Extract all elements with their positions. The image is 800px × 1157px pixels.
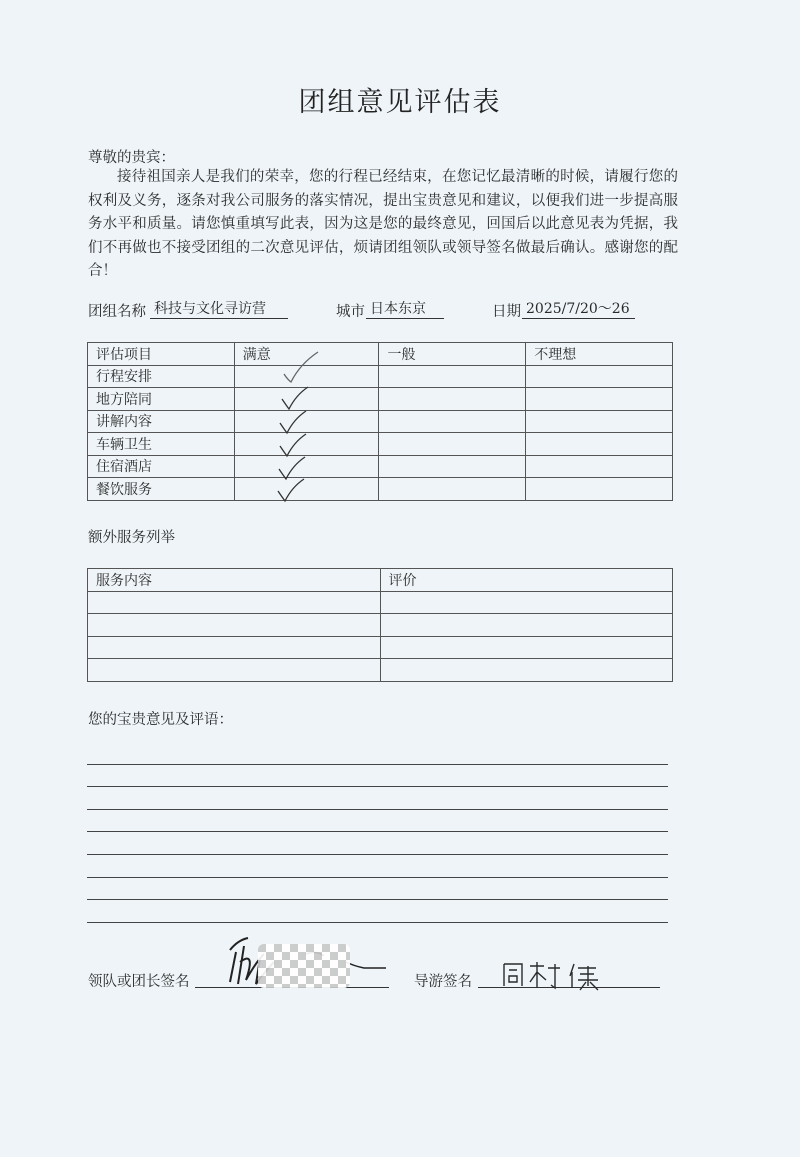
table-row bbox=[88, 614, 673, 637]
table-row bbox=[88, 388, 673, 411]
table-header-row bbox=[88, 343, 673, 366]
comment-lines bbox=[87, 742, 668, 923]
city-label: 城市 bbox=[336, 304, 365, 320]
rating-cell bbox=[380, 591, 673, 614]
average-cell bbox=[379, 388, 526, 411]
header-cell: 满意 bbox=[234, 343, 379, 366]
header-cell: 评价 bbox=[380, 569, 673, 592]
header-cell: 一般 bbox=[379, 343, 526, 366]
date-label: 日期 bbox=[492, 304, 521, 320]
checkmark-icon bbox=[280, 350, 320, 386]
average-cell bbox=[379, 455, 526, 478]
service-cell bbox=[88, 636, 381, 659]
extra-services-table bbox=[87, 568, 673, 682]
item-cell: 餐饮服务 bbox=[88, 478, 235, 501]
guide-signature-label: 导游签名 bbox=[414, 974, 472, 990]
poor-cell bbox=[526, 455, 673, 478]
service-cell bbox=[88, 614, 381, 637]
table-row bbox=[88, 591, 673, 614]
average-cell bbox=[379, 365, 526, 388]
comments-label: 您的宝贵意见及评语： bbox=[88, 712, 233, 728]
comment-line bbox=[87, 742, 668, 765]
table-row bbox=[88, 365, 673, 388]
table-row bbox=[88, 455, 673, 478]
signature-row bbox=[0, 966, 800, 996]
table-row bbox=[88, 659, 673, 682]
group-info-row bbox=[0, 300, 800, 322]
item-cell: 车辆卫生 bbox=[88, 433, 235, 456]
header-cell: 服务内容 bbox=[88, 569, 381, 592]
intro-paragraph: 接待祖国亲人是我们的荣幸，您的行程已经结束，在您记忆最清晰的时候，请履行您的权利及义务，逐条对我公司服务的落实情况，提出宝贵意见和建议，以便我们进一步提高服务水平和质量。请您慎重填写此表，因为这是您的最终意见，回国后以此意见表为凭据，我们不再做也不接受团组的二次意见评估，烦请团组领队或领导签名做最后确认。感谢您的配合！ bbox=[88, 169, 678, 279]
greeting: 尊敬的贵宾： bbox=[88, 150, 175, 166]
date-value: 2025/7/20～26 bbox=[522, 300, 635, 319]
leader-signature-label: 领队或团长签名 bbox=[88, 974, 190, 990]
average-cell bbox=[379, 478, 526, 501]
evaluation-table bbox=[87, 342, 673, 501]
rating-cell bbox=[380, 614, 673, 637]
comment-line bbox=[87, 787, 668, 810]
poor-cell bbox=[526, 388, 673, 411]
table-header-row bbox=[88, 569, 673, 592]
service-cell bbox=[88, 659, 381, 682]
item-cell: 行程安排 bbox=[88, 365, 235, 388]
checkmark-icon bbox=[280, 385, 310, 411]
group-name-value: 科技与文化寻访营 bbox=[150, 300, 288, 319]
comment-line bbox=[87, 855, 668, 878]
poor-cell bbox=[526, 365, 673, 388]
header-cell: 不理想 bbox=[526, 343, 673, 366]
average-cell bbox=[379, 410, 526, 433]
table-row bbox=[88, 433, 673, 456]
average-cell bbox=[379, 433, 526, 456]
city-value: 日本东京 bbox=[366, 300, 444, 319]
poor-cell bbox=[526, 433, 673, 456]
table-row bbox=[88, 478, 673, 501]
comment-line bbox=[87, 878, 668, 901]
group-name-label: 团组名称 bbox=[88, 304, 146, 320]
table-row bbox=[88, 410, 673, 433]
guide-signature bbox=[500, 958, 610, 992]
table-row bbox=[88, 636, 673, 659]
rating-cell bbox=[380, 636, 673, 659]
header-cell: 评估项目 bbox=[88, 343, 235, 366]
item-cell: 讲解内容 bbox=[88, 410, 235, 433]
comment-line bbox=[87, 900, 668, 923]
comment-line bbox=[87, 832, 668, 855]
service-cell bbox=[88, 591, 381, 614]
form-title: 团组意见评估表 bbox=[298, 87, 502, 118]
comment-line bbox=[87, 810, 668, 833]
comment-line bbox=[87, 765, 668, 788]
extra-services-label: 额外服务列举 bbox=[88, 530, 175, 546]
poor-cell bbox=[526, 478, 673, 501]
redaction-checkerboard bbox=[258, 944, 350, 988]
item-cell: 地方陪同 bbox=[88, 388, 235, 411]
item-cell: 住宿酒店 bbox=[88, 455, 235, 478]
checkmark-icon bbox=[276, 477, 306, 503]
poor-cell bbox=[526, 410, 673, 433]
rating-cell bbox=[380, 659, 673, 682]
